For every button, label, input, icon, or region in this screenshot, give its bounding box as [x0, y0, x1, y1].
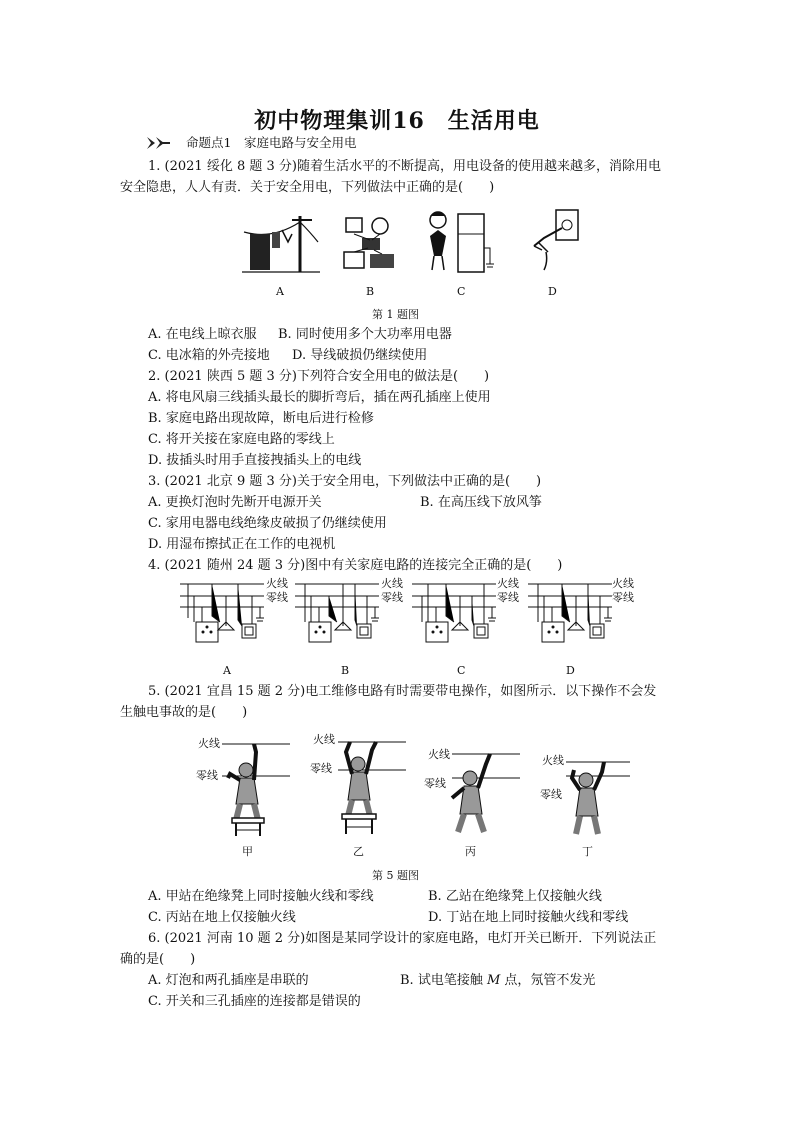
q6-option-b-pre: B. 试电笔接触	[400, 973, 487, 988]
q4-stem: 4. (2021 随州 24 题 3 分)图中有关家庭电路的连接完全正确的是( )	[148, 558, 563, 573]
q5-option-b: B. 乙站在绝缘凳上仅接触火线	[428, 889, 602, 904]
q5-label-jia: 甲	[242, 845, 253, 858]
q4-neutral-label-d: 零线	[612, 591, 634, 604]
q5-option-c: C. 丙站在地上仅接触火线	[148, 910, 296, 925]
q1-option-a: A. 在电线上晾衣服	[148, 327, 257, 342]
q1-option-c: C. 电冰箱的外壳接地	[148, 348, 270, 363]
q5-neutral-label-ding: 零线	[540, 788, 562, 801]
q6-option-c: C. 开关和三孔插座的连接都是错误的	[148, 994, 361, 1009]
q5-option-a: A. 甲站在绝缘凳上同时接触火线和零线	[148, 889, 374, 904]
q4-label-b: B	[341, 664, 350, 677]
q5-neutral-label-yi: 零线	[310, 762, 332, 775]
q1-figure-caption: 第 1 题图	[372, 308, 419, 321]
q5-label-yi: 乙	[353, 845, 364, 858]
q5-live-label-ding: 火线	[542, 754, 564, 767]
q4-live-label-a: 火线	[266, 577, 288, 590]
q6-option-a: A. 灯泡和两孔插座是串联的	[148, 973, 309, 988]
q1-option-d: D. 导线破损仍继续使用	[292, 348, 428, 363]
q4-live-label-d: 火线	[612, 577, 634, 590]
q1-stem-line1: 1. (2021 绥化 8 题 3 分)随着生活水平的不断提高，用电设备的使用越来越多，消除用电	[148, 159, 661, 174]
q5-live-label-yi: 火线	[313, 733, 335, 746]
q6-option-b	[400, 972, 595, 990]
q1-stem-line2: 安全隐患，人人有责．关于安全用电，下列做法中正确的是( )	[120, 180, 495, 195]
q4-live-label-c: 火线	[497, 577, 519, 590]
q4-live-label-b: 火线	[381, 577, 403, 590]
q6-stem-line1: 6. (2021 河南 10 题 2 分)如图是某同学设计的家庭电路，电灯开关已断开．下列说法正	[148, 931, 657, 946]
q6-point-m: M	[486, 973, 501, 988]
q6-stem-line2: 确的是( )	[120, 952, 196, 967]
q5-neutral-label-bing: 零线	[424, 777, 446, 790]
q2-option-b: B. 家庭电路出现故障，断电后进行检修	[148, 411, 374, 426]
q5-stem-line1: 5. (2021 宜昌 15 题 2 分)电工维修电路有时需要带电操作，如图所示．以下操作不会发	[148, 684, 657, 699]
q5-option-d: D. 丁站在地上同时接触火线和零线	[428, 910, 629, 925]
q1-image-d-damaged-wire	[524, 206, 586, 272]
q2-option-d: D. 拔插头时用手直接拽插头上的电线	[148, 453, 362, 468]
q5-figure-caption: 第 5 题图	[372, 869, 419, 882]
q4-label-c: C	[457, 664, 466, 677]
q1-image-label-b: B	[366, 285, 375, 298]
q3-stem: 3. (2021 北京 9 题 3 分)关于安全用电，下列做法中正确的是( )	[148, 474, 542, 489]
q5-neutral-label-jia: 零线	[196, 769, 218, 782]
double-chevron-icon	[146, 136, 172, 150]
q5-stem-line2: 生触电事故的是( )	[120, 705, 248, 720]
q1-image-label-c: C	[457, 285, 466, 298]
q5-live-label-jia: 火线	[198, 737, 220, 750]
q4-neutral-label-a: 零线	[266, 591, 288, 604]
q6-option-b-post: 点，氖管不发光	[500, 973, 596, 988]
section-heading: 命题点1 家庭电路与安全用电	[186, 135, 357, 150]
q5-label-bing: 丙	[465, 845, 476, 858]
q3-option-d: D. 用湿布擦拭正在工作的电视机	[148, 537, 336, 552]
q2-option-c: C. 将开关接在家庭电路的零线上	[148, 432, 335, 447]
q4-neutral-label-b: 零线	[381, 591, 403, 604]
q1-image-label-d: D	[548, 285, 557, 298]
q3-option-b: B. 在高压线下放风筝	[420, 495, 542, 510]
q1-image-b-many-appliances	[340, 214, 400, 272]
q1-image-a-clothes-on-wire	[242, 212, 320, 274]
q4-label-a: A	[223, 664, 231, 677]
q5-live-label-bing: 火线	[428, 748, 450, 761]
q4-neutral-label-c: 零线	[497, 591, 519, 604]
q5-label-ding: 丁	[582, 845, 593, 858]
q1-option-b: B. 同时使用多个大功率用电器	[278, 327, 452, 342]
q2-stem: 2. (2021 陕西 5 题 3 分)下列符合安全用电的做法是( )	[148, 369, 490, 384]
page-title: 初中物理集训16 生活用电	[254, 108, 540, 134]
q3-option-c: C. 家用电器电线绝缘皮破损了仍继续使用	[148, 516, 387, 531]
q1-image-label-a: A	[276, 285, 284, 298]
q2-option-a: A. 将电风扇三线插头最长的脚折弯后，插在两孔插座上使用	[148, 390, 491, 405]
q3-option-a: A. 更换灯泡时先断开电源开关	[148, 495, 322, 510]
q4-label-d: D	[566, 664, 575, 677]
q1-image-c-grounded-fridge	[424, 208, 494, 274]
